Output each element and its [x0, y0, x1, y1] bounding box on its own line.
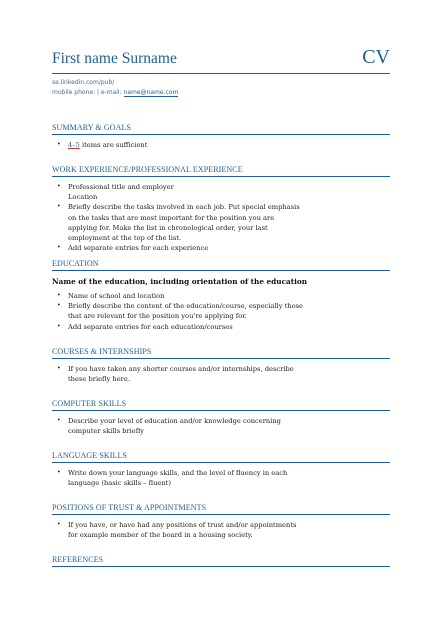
list-item: • Add separate entries for each education/courses — [52, 322, 390, 332]
linkedin-url[interactable]: se.linkedin.com/pub/ — [52, 79, 115, 86]
language-list — [52, 468, 390, 488]
list-item: • Professional title and employer — [52, 182, 390, 192]
contact-prefix: mobile phone: | e-mail: — [52, 89, 124, 96]
section-divider — [52, 270, 390, 271]
work-list — [52, 182, 390, 253]
section-summary — [52, 123, 390, 150]
section-title-education: EDUCATION — [52, 259, 99, 268]
section-language-skills — [52, 451, 390, 488]
section-divider — [52, 176, 390, 177]
section-work — [52, 165, 390, 253]
education-subtitle: Name of the education, including orientation of the education — [52, 277, 308, 286]
section-title-courses: COURSES & INTERNSHIPS — [52, 347, 152, 356]
section-title-computer: COMPUTER SKILLS — [52, 399, 127, 408]
list-item: • Describe your level of education and/or knowledge concerning — [52, 416, 390, 426]
section-courses — [52, 347, 390, 384]
cv-badge: CV — [362, 46, 390, 68]
courses-list — [52, 364, 390, 384]
list-item: • Write down your language skills, and the level of fluency in each — [52, 468, 390, 478]
trust-list — [52, 520, 390, 540]
section-title-work: WORK EXPERIENCE/PROFESSIONAL EXPERIENCE — [52, 165, 243, 174]
list-item: language (basic skills – fluent) — [68, 479, 171, 488]
list-item: for example member of the board in a housing society. — [68, 531, 253, 540]
section-references — [52, 555, 390, 567]
list-item: employment at the top of the list. — [68, 234, 182, 243]
list-item: Location — [68, 193, 98, 202]
computer-list — [52, 416, 390, 436]
section-title-trust: POSITIONS OF TRUST & APPOINTMENTS — [52, 503, 207, 512]
summary-list — [52, 140, 390, 150]
list-item: • Name of school and location — [52, 291, 390, 301]
list-item: • Briefly describe the content of the education/course, especially those — [52, 301, 390, 311]
contact-line — [52, 89, 178, 96]
list-item: applying for. Make the list in chronological order, your last — [68, 223, 268, 232]
section-title-language: LANGUAGE SKILLS — [52, 451, 128, 460]
email-link[interactable]: name@name.com — [123, 89, 179, 96]
list-item: • If you have taken any shorter courses and/or internships, describe — [52, 364, 390, 374]
section-divider — [52, 566, 390, 567]
list-item: • Briefly describe the tasks involved in each job. Put special emphasis — [52, 202, 390, 212]
section-divider — [52, 462, 390, 463]
item-count: 4–5 — [68, 141, 80, 149]
section-divider — [52, 134, 390, 135]
section-positions-of-trust — [52, 503, 390, 540]
full-name: First name Surname — [52, 50, 177, 67]
list-item: that are relevant for the position you're applying for. — [68, 312, 247, 321]
section-title-references: REFERENCES — [52, 555, 104, 564]
section-divider — [52, 410, 390, 411]
list-item: computer skills briefly — [68, 427, 144, 436]
list-item: • If you have, or have had any positions of trust and/or appointments — [52, 520, 390, 530]
section-title-summary: SUMMARY & GOALS — [52, 123, 131, 132]
list-item: • 4–5 items are sufficient — [52, 140, 390, 150]
header-divider — [52, 73, 390, 74]
section-computer-skills — [52, 399, 390, 436]
section-divider — [52, 514, 390, 515]
list-item: • Add separate entries for each experience — [52, 243, 390, 253]
section-divider — [52, 358, 390, 359]
list-item: on the tasks that are most important for the position you are — [68, 213, 275, 222]
section-education — [52, 259, 390, 332]
education-list — [52, 291, 390, 332]
list-item: these briefly here. — [68, 375, 130, 384]
